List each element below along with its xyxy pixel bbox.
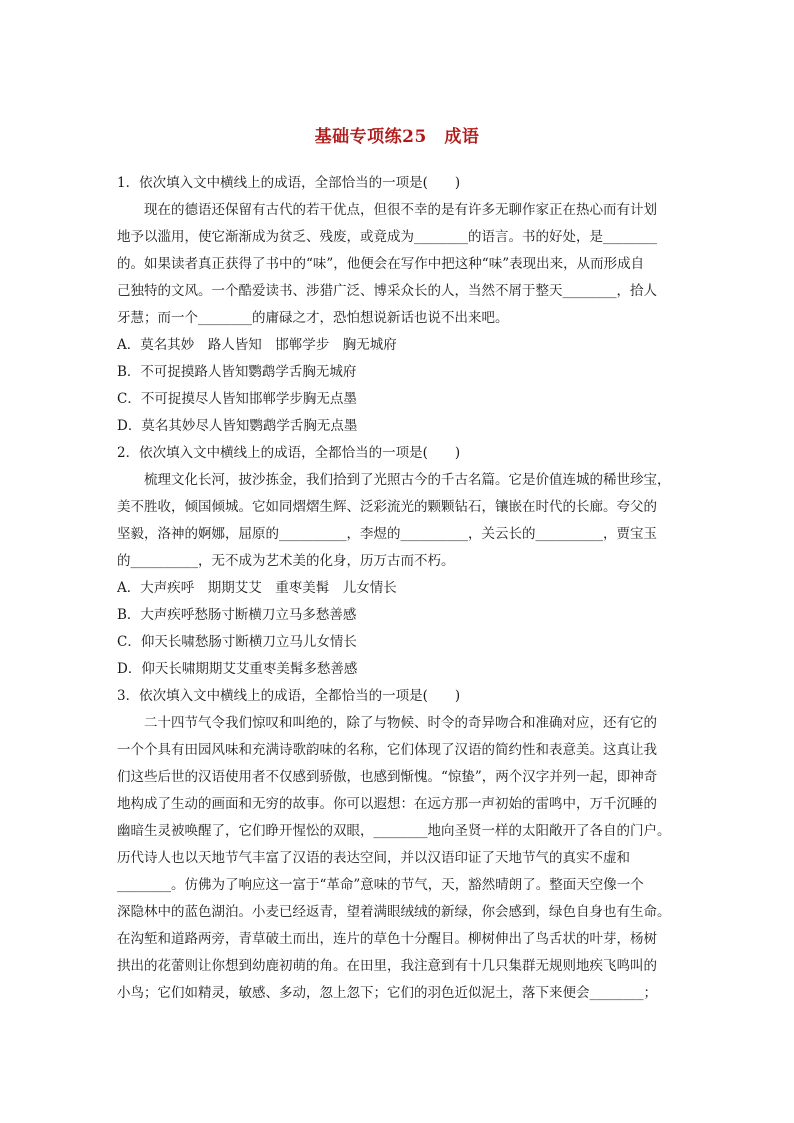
question-passage [117, 710, 681, 1007]
passage-line: 梳理文化长河，披沙拣金，我们拾到了光照古今的千古名篇。它是价值连城的稀世珍宝， [144, 472, 671, 488]
passage-line: 幽暗生灵被唤醒了，它们睁开惺忪的双眼，________地向圣贤一样的太阳敞开了各自的门户。 [117, 823, 671, 839]
question-stem: 3．依次填入文中横线上的成语，全都恰当的一项是( ) [117, 688, 461, 704]
passage-line: 拱出的花蕾则让你想到幼鹿初萌的角。在田里，我注意到有十几只集群无规则地疾飞鸣叫的 [117, 958, 657, 974]
passage-line: 深隐林中的蓝色湖泊。小麦已经返青，望着满眼绒绒的新绿，你会感到，绿色自身也有生命。 [117, 904, 671, 920]
option-d: D．莫名其妙尽人皆知鹦鹉学舌胸无点墨 [117, 418, 358, 434]
question-3 [117, 683, 681, 1007]
passage-line: 的__________，无不成为艺术美的化身，历万古而不朽。 [117, 553, 455, 569]
passage-line: 的。如果读者真正获得了书中的“味”，他便会在写作中把这种“味”表现出来，从而形成自 [117, 256, 645, 272]
passage-line: 现在的德语还保留有古代的若干优点，但很不幸的是有许多无聊作家正在热心而有计划 [144, 202, 657, 218]
passage-line: 们这些后世的汉语使用者不仅感到骄傲，也感到惭愧。“惊蛰”，两个汉字并列一起，即神奇 [117, 769, 658, 785]
answer-options [117, 332, 681, 440]
passage-line: 美不胜收，倾国倾城。它如同熠熠生辉、泛彩流光的颗颗钻石，镶嵌在时代的长廊。夸父的 [117, 499, 657, 515]
question-passage [117, 197, 681, 332]
passage-line: 地构成了生动的画面和无穷的故事。你可以遐想：在远方那一声初始的雷鸣中，万千沉睡的 [117, 796, 657, 812]
answer-options [117, 575, 681, 683]
option-c: C．不可捉摸尽人皆知邯郸学步胸无点墨 [117, 391, 357, 407]
passage-line: 己独特的文风。一个酷爱读书、涉猎广泛、博采众长的人，当然不屑于整天________，拾人 [117, 283, 657, 299]
passage-line: 一个个具有田园风味和充满诗歌韵味的名称，它们体现了汉语的简约性和表意美。这真让我 [117, 742, 657, 758]
option-b: B．不可捉摸路人皆知鹦鹉学舌胸无城府 [117, 364, 357, 380]
question-stem: 1．依次填入文中横线上的成语，全部恰当的一项是( ) [117, 175, 461, 191]
passage-line: 二十四节气令我们惊叹和叫绝的，除了与物候、时令的奇异吻合和准确对应，还有它的 [144, 715, 657, 731]
question-stem: 2．依次填入文中横线上的成语，全都恰当的一项是( ) [117, 445, 461, 461]
passage-line: 小鸟；它们如精灵，敏感、多动，忽上忽下；它们的羽色近似泥土，落下来便会________； [117, 985, 657, 1001]
question-passage [117, 467, 681, 575]
passage-line: 历代诗人也以天地节气丰富了汉语的表达空间，并以汉语印证了天地节气的真实不虚和 [117, 850, 630, 866]
option-a: A．莫名其妙 路人皆知 邯郸学步 胸无城府 [117, 337, 397, 353]
passage-line: 在沟堑和道路两旁，青草破土而出，连片的草色十分醒目。柳树伸出了鸟舌状的叶芽，杨树 [117, 931, 657, 947]
passage-line: ________。仿佛为了响应这一富于“革命”意味的节气，天，豁然晴朗了。整面天空像一个 [117, 877, 644, 893]
question-1 [117, 170, 681, 440]
exercise-body [117, 170, 681, 1007]
passage-line: 牙慧；而一个________的庸碌之才，恐怕想说新话也说不出来吧。 [117, 310, 509, 326]
option-b: B．大声疾呼愁肠寸断横刀立马多愁善感 [117, 607, 357, 623]
passage-line: 地予以滥用，使它渐渐成为贫乏、残废，或竟成为________的语言。书的好处，是________ [117, 229, 657, 245]
option-a: A．大声疾呼 期期艾艾 重枣美髯 儿女情长 [117, 580, 397, 596]
option-c: C．仰天长啸愁肠寸断横刀立马儿女情长 [117, 634, 357, 650]
page-title: 基础专项练25 成语 [314, 127, 480, 147]
option-d: D．仰天长啸期期艾艾重枣美髯多愁善感 [117, 661, 358, 677]
question-2 [117, 440, 681, 683]
passage-line: 坚毅，洛神的婀娜，屈原的__________，李煜的__________，关云长的__________，贾宝玉 [117, 526, 657, 542]
